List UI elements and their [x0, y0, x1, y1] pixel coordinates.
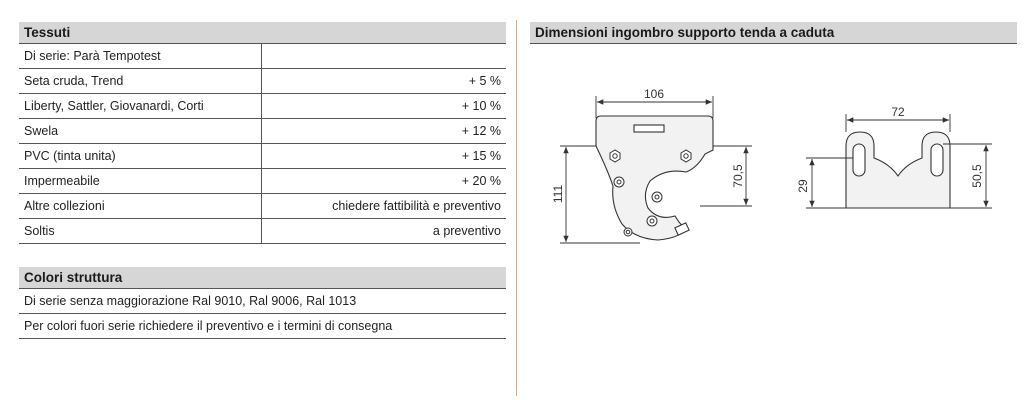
tessuti-row — [19, 119, 506, 144]
tessuti-value: chiedere fattibilità e preventivo — [262, 194, 507, 219]
dim-height-label: 111 — [551, 184, 565, 204]
dim-width-label: 106 — [643, 87, 665, 101]
colori-row: Per colori fuori serie richiedere il preventivo e i termini di consegna — [19, 314, 506, 339]
tessuti-row — [19, 219, 506, 244]
tessuti-heading: Tessuti — [19, 22, 506, 44]
tessuti-label: PVC (tinta unita) — [19, 144, 262, 169]
colori-section — [19, 267, 506, 339]
right-column — [530, 22, 1017, 204]
tessuti-label: Swela — [19, 119, 262, 144]
dim-top2-label: 72 — [891, 105, 905, 119]
tessuti-row — [19, 194, 506, 219]
tessuti-value: a preventivo — [262, 219, 507, 244]
tessuti-label: Seta cruda, Trend — [19, 69, 262, 94]
left-column — [19, 22, 506, 339]
tessuti-row — [19, 169, 506, 194]
dim-inner-label: 70,5 — [731, 164, 745, 188]
tessuti-row — [19, 144, 506, 169]
dim-left2-label: 29 — [796, 179, 810, 193]
tessuti-value: + 10 % — [262, 94, 507, 119]
dim-right2-label: 50,5 — [970, 164, 984, 188]
tessuti-label: Soltis — [19, 219, 262, 244]
colori-heading: Colori struttura — [19, 267, 506, 289]
bracket-front-view — [846, 132, 950, 208]
tessuti-label: Di serie: Parà Tempotest — [19, 44, 262, 69]
tessuti-label: Altre collezioni — [19, 194, 262, 219]
tessuti-value: + 12 % — [262, 119, 507, 144]
colori-row: Di serie senza maggiorazione Ral 9010, Ral 9006, Ral 1013 — [19, 289, 506, 314]
tessuti-value: + 5 % — [262, 69, 507, 94]
tessuti-label: Liberty, Sattler, Giovanardi, Corti — [19, 94, 262, 119]
tessuti-row — [19, 44, 506, 69]
tessuti-label: Impermeabile — [19, 169, 262, 194]
technical-drawing — [530, 46, 1017, 276]
tessuti-table — [19, 44, 506, 244]
tessuti-row — [19, 69, 506, 94]
tessuti-row — [19, 94, 506, 119]
tessuti-value: + 20 % — [262, 169, 507, 194]
column-divider — [516, 20, 517, 396]
tessuti-value: + 15 % — [262, 144, 507, 169]
tessuti-value — [262, 44, 507, 69]
dimensioni-heading: Dimensioni ingombro supporto tenda a caduta — [530, 22, 1017, 44]
